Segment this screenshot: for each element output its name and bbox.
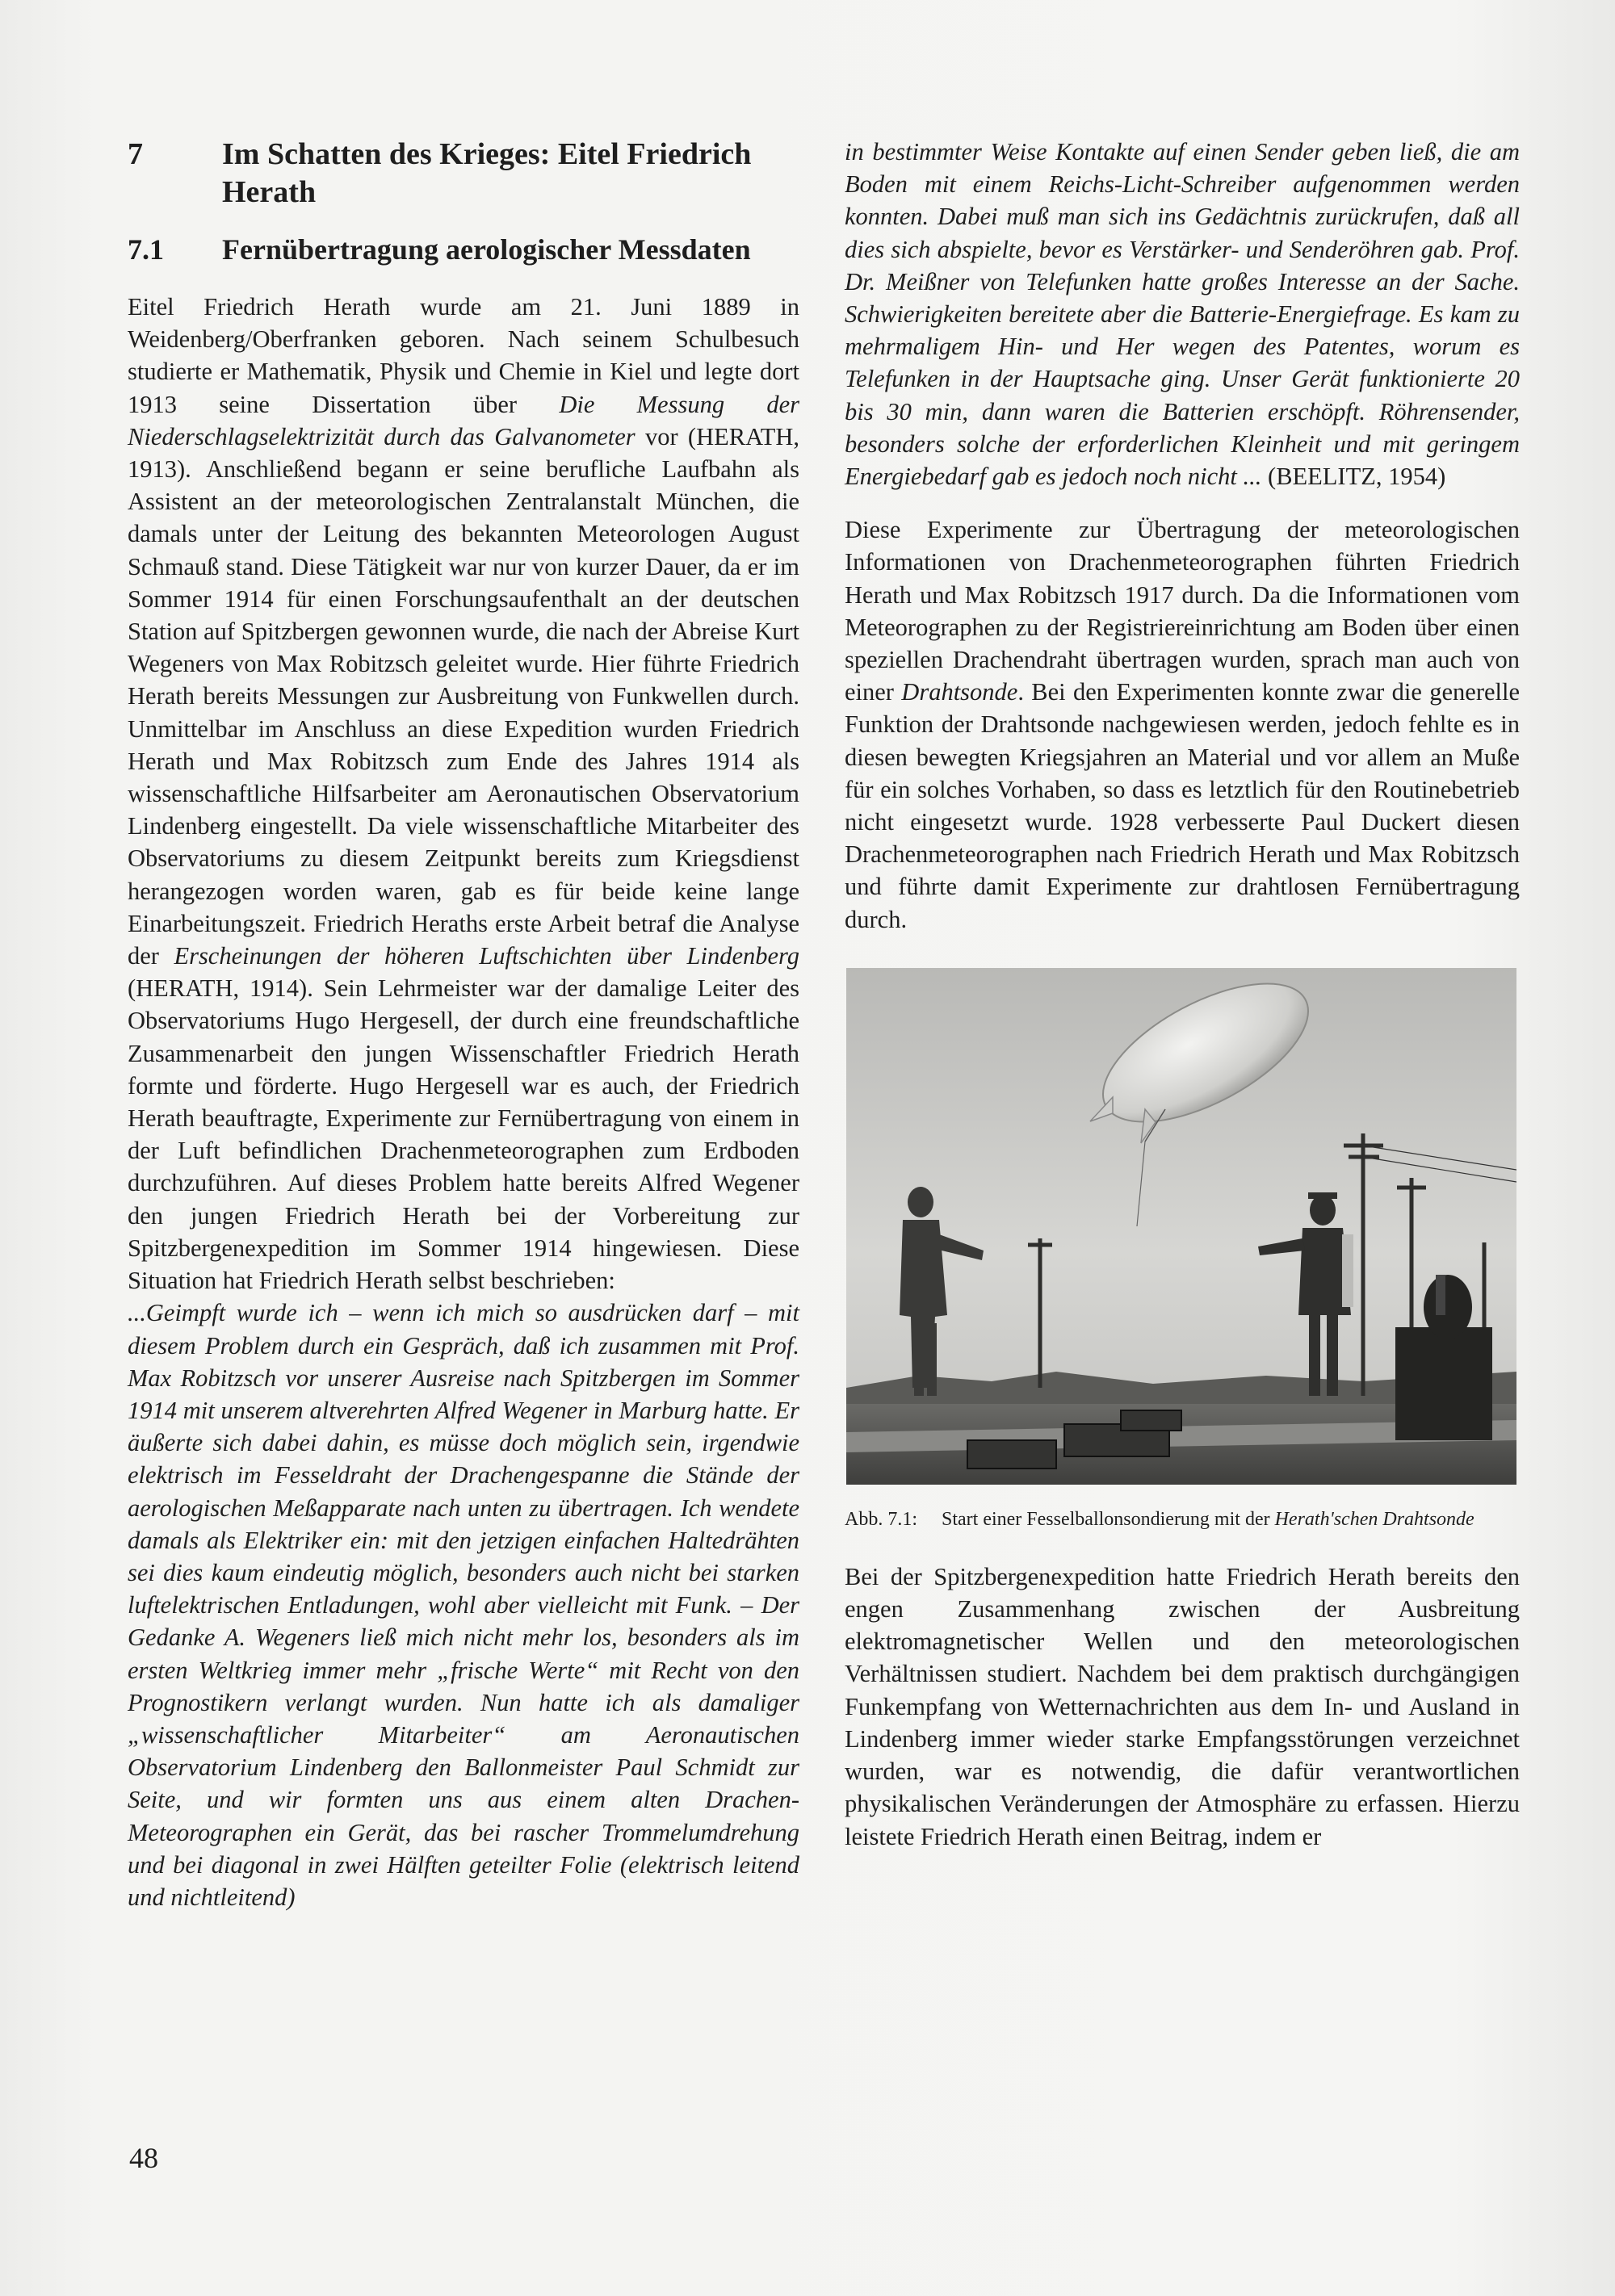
caption-body [942, 1507, 1474, 1531]
text-run: Diese Experimente zur Übertragung der meteorologischen Informationen von Drachenmeteorographen führten Friedrich Herath und Max Robitzsch 1917 durch. Da die Informationen vom Meteorographen zu der Registriereinrichtung am Boden über einen speziellen Drachendraht übertragen wurden, sprach man auch von einer [845, 516, 1520, 706]
text-run: vor (HERATH, 1913). Anschließend begann er seine berufliche Laufbahn als Assistent an der meteorologischen Zentralanstalt München, die damals unter der Leitung des bekannten Meteorologen August Schmauß stand. Diese Tätigkeit war nur von kurzer Dauer, da er im Sommer 1914 für einen Forschungsaufenthalt an der deutschen Station auf Spitzbergen gewonnen wurde, die nach der Abreise Kurt Wegeners von Max Robitzsch geleitet wurde. Hier führte Friedrich Herath bereits Messungen zur Ausbreitung von Funkwellen durch. Unmittelbar im Anschluss an diese Expedition wurden Friedrich Herath und Max Robitzsch zum Ende des Jahres 1914 als wissenschaftliche Hilfsarbeiter am Aeronautischen Observatorium Lindenberg eingestellt. Da viele wissenschaftliche Mitarbeiter des Observatoriums zu diesem Zeitpunkt bereits zum Kriegsdienst herangezogen worden waren, gab es für beide keine lange Einarbeitungszeit. Friedrich Heraths erste Arbeit betraf die Analyse der [128, 422, 799, 970]
figure-caption [845, 1507, 1520, 1531]
chapter-title: Im Schatten des Krieges: Eitel Friedrich Herath [222, 137, 752, 209]
quote-continuation [845, 136, 1520, 492]
section-title: Fernübertragung aerologischer Messdaten [222, 233, 751, 266]
quote-citation: (BEELITZ, 1954) [1261, 463, 1446, 491]
term-drahtsonde: Drahtsonde [901, 678, 1018, 706]
caption-text: Start einer Fesselballonsondierung mit der [942, 1508, 1275, 1530]
spitzbergen-paragraph: Bei der Spitzbergenexpedition hatte Friedrich Herath bereits den engen Zusammenhang zwischen der Ausbreitung elektromagnetischer Wellen und den meteorologischen Verhältnissen studiert. Nachdem bei dem praktisch durchgängigen Funkempfang von Wetternachrichten aus dem In- und Ausland in Lindenberg immer wieder starke Empfangsstörungen verzeichnet wurden, war es notwendig, die dafür verantwortlichen physikalischen Veränderungen der Atmosphäre zu erfassen. Hierzu leistete Friedrich Herath einen Beitrag, indem er [845, 1562, 1520, 1850]
text-run: . Bei den Experimenten konnte zwar die generelle Funktion der Drahtsonde nachgewiesen werden, jedoch fehlte es in diesen bewegten Kriegsjahren an Material und vor allem an Muße für ein solches Vorhaben, so dass es letztlich für den Routinebetrieb nicht eingesetzt wurde. 1928 verbesserte Paul Duckert diesen Drachenmeteorographen nach Friedrich Herath und Max Robitzsch und führte damit Experimente zur drahtlosen Fernübertragung durch. [845, 678, 1520, 933]
quote-text: in bestimmter Weise Kontakte auf einen Sender geben ließ, die am Boden mit einem Reichs-Licht-Schreiber aufgenommen werden konnten. Dabei muß man sich ins Gedächtnis zurückrufen, daß all dies sich abspielte, bevor es Verstärker- und Senderöhren gab. Prof. Dr. Meißner von Telefunken hatte großes Interesse an der Sache. Schwierigkeiten bereitete aber die Batterie-Energiefrage. Es kam zu mehrmaligem Hin- und Her wegen des Patentes, worum es Telefunken in der Hauptsache ging. Unser Gerät funktionierte 20 bis 30 min, dann waren die Batterien erschöpft. Röhrensender, besonders solche der erforderlichen Kleinheit und mit geringem Energiebedarf gab es jedoch noch nicht ... [845, 138, 1520, 491]
section-number: 7.1 [128, 233, 164, 266]
right-column [845, 136, 1520, 1853]
left-column [128, 136, 799, 1913]
experiments-paragraph [845, 513, 1520, 936]
caption-label: Abb. 7.1: [845, 1508, 917, 1530]
balloon-photo [846, 968, 1516, 1485]
herath-quote: ...Geimpft wurde ich – wenn ich mich so ausdrücken darf – mit diesem Problem durch ein Gespräch, daß ich zusammen mit Prof. Max Robitzsch vor unserer Ausreise nach Spitzbergen im Sommer 1914 mit unserem altverehrten Alfred Wegener in Marburg hatte. Er äußerte sich dabei dahin, es müsse doch möglich sein, irgendwie elektrisch im Fesseldraht der Drachengespanne die Stände der aerologischen Meßapparate nach unten zu übertragen. Ich wendete damals als Elektriker ein: mit den jetzigen einfachen Haltedrähten sei dies kaum eindeutig möglich, besonders auch nicht bei starken luftelektrischen Entladungen, wohl aber vielleicht mit Funk. – Der Gedanke A. Wegeners ließ mich nicht mehr los, besonders als im ersten Weltkrieg immer mehr „frische Werte“ mit Recht von den Prognostikern verlangt wurden. Nun hatte ich als damaliger „wissenschaftlicher Mitarbeiter“ am Aeronautischen Observatorium Lindenberg den Ballonmeister Paul Schmidt zur Seite, und wir formten uns aus einem alten Drachen-Meteorographen ein Gerät, das bei rascher Trommelumdrehung und bei diagonal in zwei Hälften geteilter Folie (elektrisch leitend und nichtleitend) [128, 1299, 799, 1911]
intro-paragraph [128, 291, 799, 1297]
section-heading [128, 231, 799, 268]
page-number: 48 [129, 2142, 158, 2174]
chapter-number: 7 [128, 137, 143, 171]
balloon-launch-photo [846, 968, 1516, 1485]
text-run: (HERATH, 1914). Sein Lehrmeister war der damalige Leiter des Observatoriums Hugo Hergesell, der durch eine freundschaftliche Zusammenarbeit den jungen Wissenschaftler Friedrich Herath formte und förderte. Hugo Hergesell war es auch, der Friedrich Herath beauftragte, Experimente zur Fernübertragung von einem in der Luft befindlichen Drachenmeteorographen zum Erdboden durchzuführen. Auf dieses Problem hatte bereits Alfred Wegener den jungen Friedrich Herath bei der Vorbereitung zur Spitzbergenexpedition im Sommer 1914 hingewiesen. Diese Situation hat Friedrich Herath selbst beschrieben: [128, 974, 799, 1295]
text-run: Eitel Friedrich Herath wurde am 21. Juni 1889 in Weidenberg/Oberfranken geboren. Nach seinem Schulbesuch studierte er Mathematik, Physik und Chemie in Kiel und legte dort 1913 seine Dissertation über [128, 293, 799, 418]
chapter-heading [128, 136, 799, 212]
publication-title: Erscheinungen der höheren Luftschichten über Lindenberg [174, 942, 800, 970]
dissertation-title: Die Messung der Niederschlagselektrizität durch das Galvanometer [128, 390, 799, 450]
caption-italic: Herath'schen Drahtsonde [1274, 1508, 1474, 1530]
